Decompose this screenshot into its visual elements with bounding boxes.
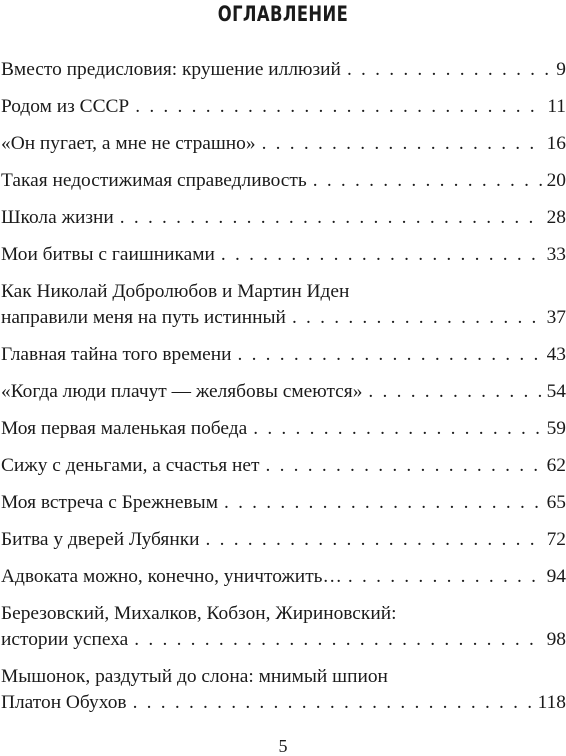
toc-entry-title: Главная тайна того времени — [1, 344, 232, 365]
toc-entry-title-line: Как Николай Добролюбов и Мартин Иден — [1, 281, 350, 302]
toc-entry — [1, 664, 566, 727]
dot-leader — [253, 416, 542, 442]
toc-entry-page: 37 — [546, 307, 566, 328]
toc-entry-page: 94 — [546, 566, 566, 587]
toc-entry — [1, 379, 566, 416]
dot-leader — [221, 242, 543, 268]
toc-entry-title-line: истории успеха — [1, 629, 129, 650]
toc-entry — [1, 527, 566, 564]
page-number: 5 — [278, 736, 288, 756]
dot-leader — [292, 305, 543, 331]
toc-entry — [1, 242, 566, 279]
toc-entry-title-line: направили меня на путь истинный — [1, 307, 286, 328]
toc-entry-page: 28 — [546, 207, 566, 228]
dot-leader — [134, 627, 542, 653]
toc-entry — [1, 490, 566, 527]
dot-leader — [206, 527, 543, 553]
toc-entry-title: Вместо предисловия: крушение иллюзий — [1, 59, 341, 80]
dot-leader — [313, 168, 543, 194]
toc-entry-title: Адвоката можно, конечно, уничтожить… — [1, 566, 342, 587]
dot-leader — [265, 453, 542, 479]
toc-entry-title: Моя встреча с Брежневым — [1, 492, 218, 513]
toc-entry-title: Родом из СССР — [1, 96, 130, 117]
toc-entry-page: 118 — [537, 692, 566, 713]
toc-entry-page: 9 — [556, 59, 566, 80]
toc-entry-title: Битва у дверей Лубянки — [1, 529, 200, 550]
dot-leader — [133, 690, 534, 716]
page-heading: ОГЛАВЛЕНИЕ — [217, 2, 349, 26]
dot-leader — [347, 57, 552, 83]
dot-leader — [348, 564, 543, 590]
toc-entry-title: Сижу с деньгами, а счастья нет — [1, 455, 260, 476]
toc-entry-title: «Когда люди плачут — желябовы смеются» — [1, 381, 363, 402]
toc-entry-page: 43 — [546, 344, 566, 365]
toc-entry-title-line: Платон Обухов — [1, 692, 127, 713]
toc-entry-page: 62 — [546, 455, 566, 476]
toc-entry-page: 16 — [546, 133, 566, 154]
toc-entry-page: 11 — [547, 96, 566, 117]
dot-leader — [368, 379, 542, 405]
toc-entry-title-line: Мышонок, раздутый до слона: мнимый шпион — [1, 666, 388, 687]
table-of-contents — [1, 57, 566, 727]
toc-entry-page: 20 — [546, 170, 566, 191]
toc-entry — [1, 205, 566, 242]
toc-entry-title: «Он пугает, а мне не страшно» — [1, 133, 256, 154]
toc-entry — [1, 131, 566, 168]
toc-entry — [1, 416, 566, 453]
toc-entry-title: Школа жизни — [1, 207, 114, 228]
toc-entry — [1, 57, 566, 94]
dot-leader — [237, 342, 542, 368]
toc-entry-title-line: Березовский, Михалков, Кобзон, Жириновский: — [1, 603, 397, 624]
toc-entry-page: 33 — [546, 244, 566, 265]
toc-entry-page: 65 — [546, 492, 566, 513]
toc-entry — [1, 564, 566, 601]
toc-entry-title: Моя первая маленькая победа — [1, 418, 248, 439]
toc-entry — [1, 94, 566, 131]
toc-entry — [1, 168, 566, 205]
toc-entry-page: 98 — [546, 629, 566, 650]
toc-entry — [1, 279, 566, 342]
toc-entry-title: Такая недостижимая справедливость — [1, 170, 307, 191]
toc-entry-page: 59 — [546, 418, 566, 439]
toc-entry — [1, 342, 566, 379]
toc-entry-title: Мои битвы с гаишниками — [1, 244, 215, 265]
toc-entry-page: 72 — [546, 529, 566, 550]
dot-leader — [120, 205, 543, 231]
dot-leader — [135, 94, 543, 120]
toc-entry — [1, 601, 566, 664]
toc-entry — [1, 453, 566, 490]
toc-entry-page: 54 — [546, 381, 566, 402]
dot-leader — [224, 490, 543, 516]
dot-leader — [262, 131, 543, 157]
